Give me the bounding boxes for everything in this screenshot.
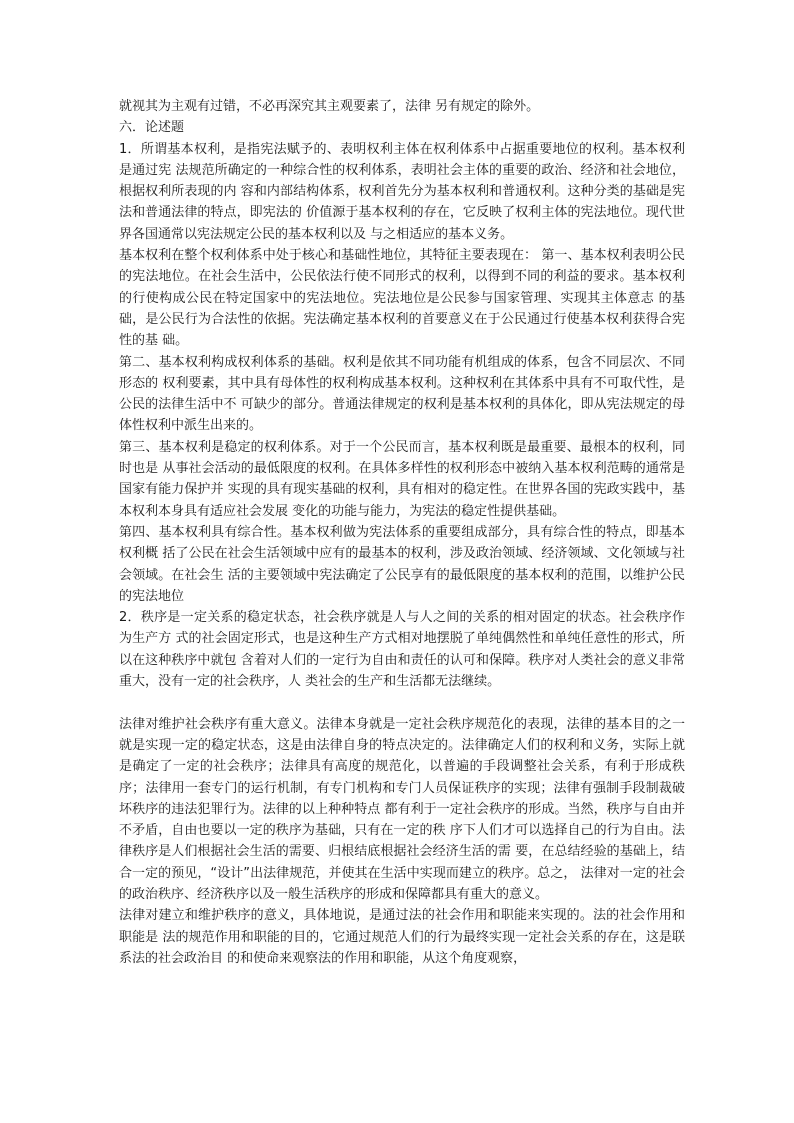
paragraph-answer-1: 1．所谓基本权利，是指宪法赋予的、表明权利主体在权利体系中占据重要地位的权利。基本权利是通过宪 法规范所确定的一种综合性的权利体系，表明社会主体的重要的政治、经济和社会地位，根据权利所表现的内 容和内部结构体系，权利首先分为基本权利和普通权利。这种分类的基础是宪法和普通法律的特点，即宪法的 价值源于基本权利的存在，它反映了权利主体的宪法地位。现代世界各国通常以宪法规定公民的基本权利以及 与之相适应的基本义务。 <box>119 141 685 242</box>
paragraph-second-point: 第二、基本权利构成权利体系的基础。权利是依其不同功能有机组成的体系，包含不同层次、不同形态的 权利要素，其中具有母体性的权利构成基本权利。这种权利在其体系中具有不可取代性，是公民的法律生活中不 可缺少的部分。普通法律规定的权利是基本权利的具体化，即从宪法规定的母体性权利中派生出来的。 <box>119 354 685 434</box>
paragraph-basic-rights-features: 基本权利在整个权利体系中处于核心和基础性地位，其特征主要表现在： 第一、基本权利表明公民的宪法地位。在社会生活中，公民依法行使不同形式的权利，以得到不同的利益的要求。基本权利的行使构成公民在特定国家中的宪法地位。宪法地位是公民参与国家管理、实现其主体意志 的基础，是公民行为合法性的依据。宪法确定基本权利的首要意义在于公民通过行使基本权利获得合宪性的基 础。 <box>119 248 685 349</box>
paragraph-law-and-order: 法律对维护社会秩序有重大意义。法律本身就是一定社会秩序规范化的表现，法律的基本目的之一就是实现一定的稳定状态，这是由法律自身的特点决定的。法律确定人们的权利和义务，实际上就是确定了一定的社会秩序；法律具有高度的规范化，以普遍的手段调整社会关系，有利于形成秩序；法律用一套专门的运行机制，有专门机构和专门人员保证秩序的实现；法律有强制手段制裁破坏秩序的违法犯罪行为。法律的以上种种特点 都有利于一定社会秩序的形成。当然，秩序与自由并不矛盾，自由也要以一定的秩序为基础，只有在一定的秩 序下人们才可以选择自己的行为自由。法律秩序是人们根据社会生活的需要、归根结底根据社会经济生活的需 要，在总结经验的基础上，结合一定的预见，“设计”出法律规范，并使其在生活中实现而建立的秩序。总之， 法律对一定的社会的政治秩序、经济秩序以及一般生活秩序的形成和保障都具有重大的意义。 <box>119 716 685 902</box>
paragraph-gap <box>119 692 685 713</box>
document-body <box>119 96 685 969</box>
paragraph-continuation: 就视其为主观有过错，不必再深究其主观要素了，法律 另有规定的除外。 <box>119 99 540 114</box>
paragraph-answer-2: 2．秩序是一定关系的稳定状态，社会秩序就是人与人之间的关系的相对固定的状态。社会秩序作为生产方 式的社会固定形式，也是这种生产方式相对地摆脱了单纯偶然性和单纯任意性的形式，所以在这种秩序中就包 含着对人们的一定行为自由和责任的认可和保障。秩序对人类社会的意义非常重大，没有一定的社会秩序，人 类社会的生产和生活都无法继续。 <box>119 610 685 690</box>
paragraph-third-point: 第三、基本权利是稳定的权利体系。对于一个公民而言，基本权利既是最重要、最根本的权利，同时也是 从事社会活动的最低限度的权利。在具体多样性的权利形态中被纳入基本权利范畴的通常是国家有能力保护并 实现的具有现实基础的权利，具有相对的稳定性。在世界各国的宪政实践中，基本权利本身具有适应社会发展 变化的功能与能力，为宪法的稳定性提供基础。 <box>119 439 685 519</box>
paragraph-fourth-point: 第四、基本权利具有综合性。基本权利做为宪法体系的重要组成部分，具有综合性的特点，即基本权利概 括了公民在社会生活领域中应有的最基本的权利，涉及政治领域、经济领域、文化领域与社会领域。在社会生 活的主要领域中宪法确定了公民享有的最低限度的基本权利的范围，以维护公民的宪法地位 <box>119 524 685 604</box>
paragraph-law-function: 法律对建立和维护秩序的意义，具体地说，是通过法的社会作用和职能来实现的。法的社会作用和职能是 法的规范作用和职能的目的，它通过规范人们的行为最终实现一定社会关系的存在，这是联系法的社会政治目 的和使命来观察法的作用和职能，从这个角度观察， <box>119 908 685 966</box>
section-heading-essay-questions: 六．论述题 <box>119 120 185 136</box>
